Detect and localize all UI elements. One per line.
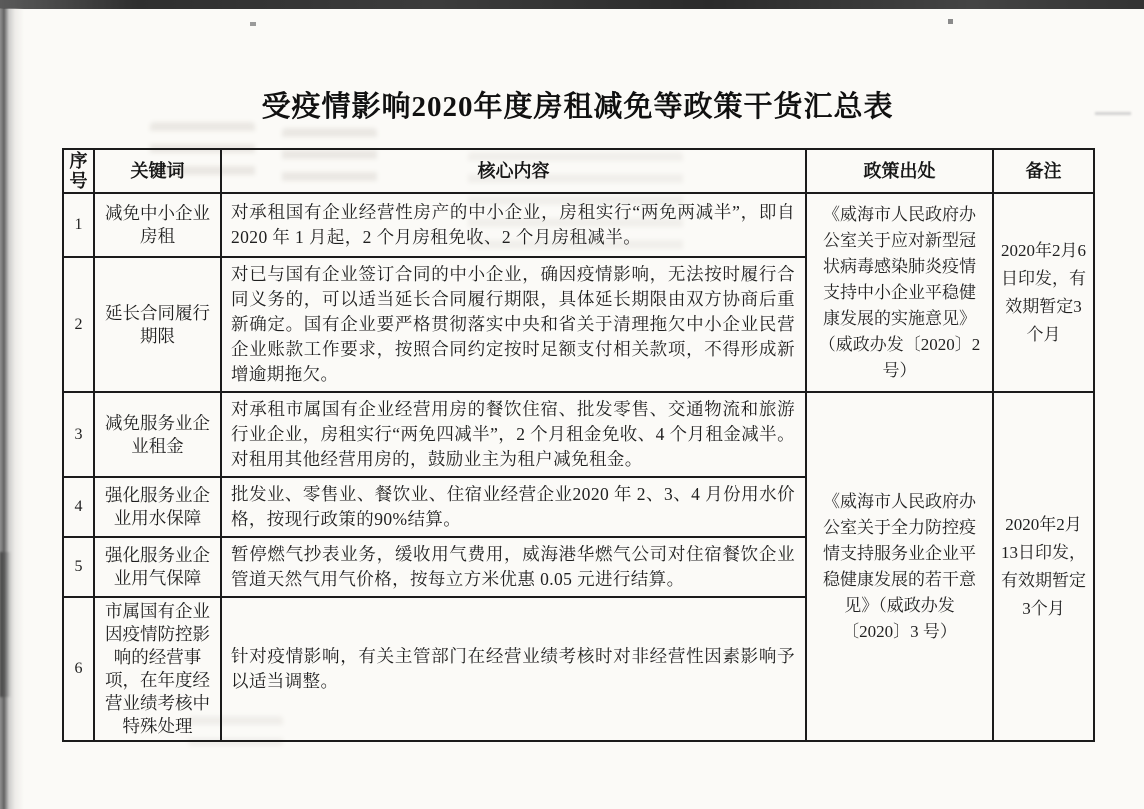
header-remark: 备注 <box>993 149 1094 193</box>
row-1-content: 对承租国有企业经营性房产的中小企业，房租实行“两免两减半”，即自 2020 年 1 月起，2 个月房租免收、2 个月房租减半。 <box>221 193 806 257</box>
row-1-no: 1 <box>63 193 94 257</box>
header-content: 核心内容 <box>221 149 806 193</box>
row-4-keyword: 强化服务业企业用水保障 <box>94 477 221 537</box>
scan-left-shadow-artifact <box>0 552 11 697</box>
scan-smear <box>1095 112 1131 115</box>
scan-speck <box>948 19 953 24</box>
row-1-keyword: 减免中小企业房租 <box>94 193 221 257</box>
source-group-2: 《威海市人民政府办公室关于全力防控疫情支持服务业企业平稳健康发展的若干意见》（威政办发〔2020〕3 号） <box>806 392 993 741</box>
row-5-content: 暂停燃气抄表业务，缓收用气费用，威海港华燃气公司对住宿餐饮企业管道天然气用气价格，按每立方米优惠 0.05 元进行结算。 <box>221 537 806 597</box>
page-title: 受疫情影响2020年度房租减免等政策干货汇总表 <box>261 91 894 123</box>
row-6-keyword: 市属国有企业因疫情防控影响的经营事项，在年度经营业绩考核中特殊处理 <box>94 597 221 741</box>
row-2-keyword: 延长合同履行期限 <box>94 257 221 392</box>
scan-top-edge-artifact <box>0 0 1144 9</box>
header-source: 政策出处 <box>806 149 993 193</box>
row-2-no: 2 <box>63 257 94 392</box>
row-5-no: 5 <box>63 537 94 597</box>
row-6-no: 6 <box>63 597 94 741</box>
row-3-content: 对承租市属国有企业经营用房的餐饮住宿、批发零售、交通物流和旅游行业企业，房租实行“两免四减半”，2 个月租金免收、4 个月租金减半。对租用其他经营用房的，鼓励业主为租户减免租金。 <box>221 392 806 477</box>
scan-speck <box>250 22 256 26</box>
row-6-content: 针对疫情影响，有关主管部门在经营业绩考核时对非经营性因素影响予以适当调整。 <box>221 597 806 741</box>
policy-summary-table <box>62 148 1095 742</box>
header-keyword: 关键词 <box>94 149 221 193</box>
header-no: 序号 <box>63 149 94 193</box>
remark-group-1: 2020年2月6日印发，有效期暂定3个月 <box>993 193 1094 392</box>
table-row <box>63 392 1094 477</box>
row-3-keyword: 减免服务业企业租金 <box>94 392 221 477</box>
row-4-no: 4 <box>63 477 94 537</box>
source-group-1: 《威海市人民政府办公室关于应对新型冠状病毒感染肺炎疫情支持中小企业平稳健康发展的实施意见》（威政办发〔2020〕2 号） <box>806 193 993 392</box>
row-5-keyword: 强化服务业企业用气保障 <box>94 537 221 597</box>
row-2-content: 对已与国有企业签订合同的中小企业，确因疫情影响，无法按时履行合同义务的，可以适当延长合同履行期限，具体延长期限由双方协商后重新确定。国有企业要严格贯彻落实中央和省关于清理拖欠中小企业民营企业账款工作要求，按照合同约定按时足额支付相关款项，不得形成新增逾期拖欠。 <box>221 257 806 392</box>
row-4-content: 批发业、零售业、餐饮业、住宿业经营企业2020 年 2、3、4 月份用水价格，按现行政策的90%结算。 <box>221 477 806 537</box>
remark-group-2: 2020年2月13日印发，有效期暂定3个月 <box>993 392 1094 741</box>
row-3-no: 3 <box>63 392 94 477</box>
table-header-row <box>63 149 1094 193</box>
table-row <box>63 193 1094 257</box>
